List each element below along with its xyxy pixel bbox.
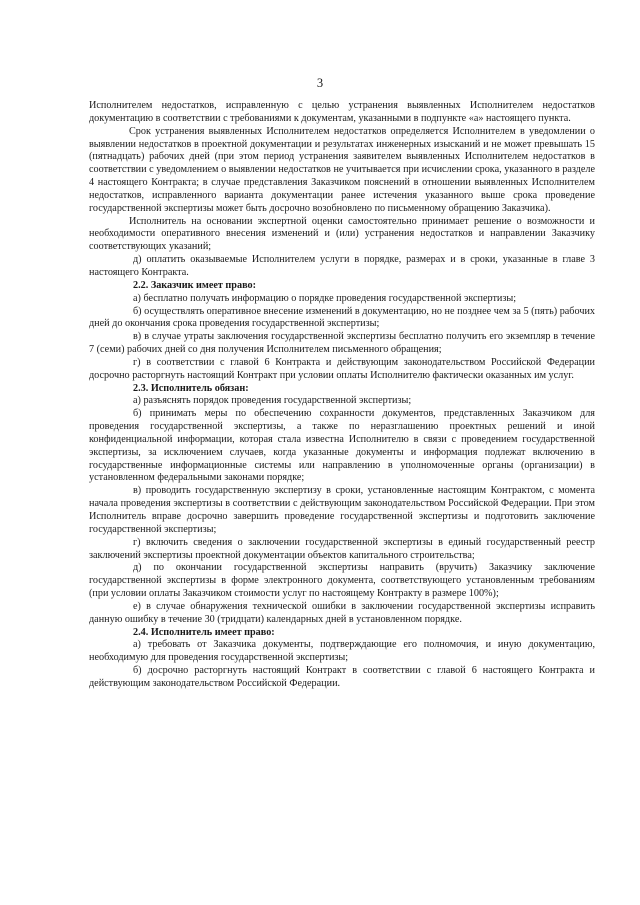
paragraph-deadline: Срок устранения выявленных Исполнителем недостатков определяется Исполнителем в уведомлении о выявлении недостатков в проектной документации и результатах инженерных изысканий и не может превышать 15 (пятнадцать) рабочих дней (при этом период устранения заявителем выявленных Исполнителем недостатков в соответствии с уведомлением о выявлении недостатков не учитывается при исчислении срока, указанного в разделе 4 настоящего Контракта; в случае представления Заказчиком пояснений в отношении выявленных Исполнителем недостатков, исправленного варианта документации ранее истечения указанного выше срока проведение государственной экспертизы может быть досрочно возобновлено по письменному обращению Заказчика). — [89, 125, 595, 214]
clause-2-4-b: б) досрочно расторгнуть настоящий Контракт в соответствии с главой 6 настоящего Контракта и действующим законодательством Российской Федерации. — [89, 665, 595, 689]
clause-2-2-a: а) бесплатно получать информацию о порядке проведения государственной экспертизы; — [133, 292, 517, 304]
clause-2-3-v: в) проводить государственную экспертизу в сроки, установленные настоящим Контрактом, с момента начала проведения экспертизы в соответствии с действующим законодательством Российской Федерации. При этом Исполнитель вправе досрочно завершить проведение государственной экспертизы и подготовить заключение государственной экспертизы; — [89, 485, 595, 535]
clause-2-1-d: д) оплатить оказываемые Исполнителем услуги в порядке, размерах и в сроки, указанные в главе 3 настоящего Контракта. — [89, 254, 595, 278]
section-heading-2-3: 2.3. Исполнитель обязан: — [133, 382, 249, 394]
clause-2-3-a: а) разъяснять порядок проведения государственной экспертизы; — [133, 395, 412, 407]
clause-2-4-a: а) требовать от Заказчика документы, подтверждающие его полномочия, и иную документацию, необходимую для проведения государственной экспертизы; — [89, 639, 595, 664]
clause-2-3-g: г) включить сведения о заключении государственной экспертизы в единый государственный реестр заключений экспертизы проектной документации объектов капитального строительства; — [89, 536, 595, 561]
section-heading-2-2: 2.2. Заказчик имеет право: — [133, 279, 256, 291]
clause-2-2-b: б) осуществлять оперативное внесение изменений в документацию, но не позднее чем за 5 (пять) рабочих дней до окончания срока проведения государственной экспертизы; — [89, 305, 595, 330]
clause-2-3-d: д) по окончании государственной экспертизы направить (вручить) Заказчику заключение государственной экспертизы в форме электронного документа, соответствующего установленным требованиям (при условии оплаты Заказчиком стоимости услуг по настоящему Контракту в размере 100%); — [89, 562, 595, 600]
clause-2-3-b: б) принимать меры по обеспечению сохранности документов, представленных Заказчиком для проведения государственной экспертизы, а также по неразглашению проектных решений и иной конфиденциальной информации, которая стала известна Исполнителю в связи с проведением государственной экспертизы, за исключением случаев, когда указанные документы и информация подлежат включению в государственные информационные системы или направлению в уполномоченные органы (организации) в установленном федеральными законами порядке; — [89, 408, 595, 484]
page-number: 3 — [316, 76, 324, 90]
clause-2-2-g: г) в соответствии с главой 6 Контракта и действующим законодательством Российской Федерации досрочно расторгнуть настоящий Контракт при условии оплаты Исполнителю фактически оказанных им услуг. — [89, 356, 595, 381]
paragraph-expert-decision: Исполнитель на основании экспертной оценки самостоятельно принимает решение о возможности и необходимости оперативного внесения изменений и (или) устранения недостатков и направлении Заказчику соответствующих указаний; — [89, 215, 595, 253]
clause-2-2-v: в) в случае утраты заключения государственной экспертизы бесплатно получить его экземпляр в течение 7 (семи) рабочих дней со дня получения Исполнителем письменного обращения; — [89, 331, 595, 356]
document-body — [89, 100, 595, 691]
paragraph-continuation: Исполнителем недостатков, исправленную с целью устранения выявленных Исполнителем недостатков документацию в соответствии с требованиями к документам, указанными в подпункте «а» настоящего пункта. — [89, 100, 595, 124]
section-heading-2-4: 2.4. Исполнитель имеет право: — [133, 626, 275, 638]
clause-2-3-e: е) в случае обнаружения технической ошибки в заключении государственной экспертизы исправить данную ошибку в течение 30 (тридцати) календарных дней в установленном порядке. — [89, 600, 595, 625]
